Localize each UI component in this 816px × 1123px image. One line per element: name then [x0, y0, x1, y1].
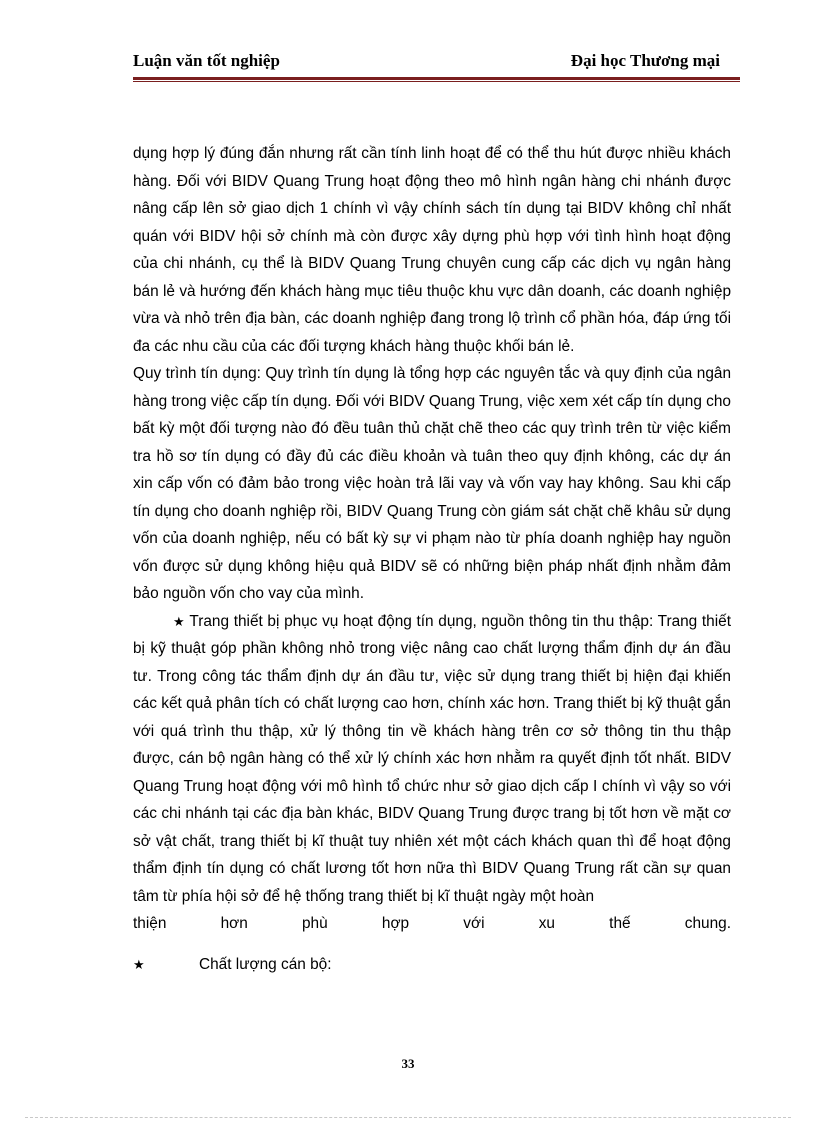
- page-number: 33: [401, 1056, 415, 1071]
- document-body: [133, 140, 731, 978]
- paragraph-credit-process: Quy trình tín dụng: Quy trình tín dụng là tổng hợp các nguyên tắc và quy định của ngân hàng trong việc cấp tín dụng. Đối với BIDV Quang Trung, việc xem xét cấp tín dụng cho bất kỳ một đối tượng nào đó đều tuân thủ chặt chẽ theo các quy trình trên từ việc kiểm tra hồ sơ tín dụng có đầy đủ các điều khoản và tuân theo quy định không, các dự án xin cấp vốn có đảm bảo trong việc hoàn trả lãi vay và vốn vay hay không. Sau khi cấp tín dụng cho doanh nghiệp rồi, BIDV Quang Trung còn giám sát chặt chẽ khâu sử dụng vốn của doanh nghiệp, nếu có bất kỳ sự vi phạm nào từ phía doanh nghiệp hay nguồn vốn được sử dụng không hiệu quả BIDV sẽ có những biện pháp nhất định nhằm đảm bảo nguồn vốn cho vay của mình.: [133, 365, 731, 602]
- paragraph-staff-quality-text: Chất lượng cán bộ:: [199, 955, 332, 973]
- star-bullet-icon: ★: [173, 613, 186, 629]
- paragraph-staff-quality: [133, 951, 731, 979]
- footer-rule: [25, 1117, 791, 1119]
- star-bullet-icon: ★: [133, 956, 145, 972]
- header-rule-thin: [133, 81, 740, 82]
- header-rule-thick: [133, 77, 740, 80]
- paragraph-equipment-last-line: thiện hơn phù hợp với xu thế chung.: [133, 915, 731, 932]
- paragraph-equipment-text: Trang thiết bị phục vụ hoạt động tín dụng, nguồn thông tin thu thập: Trang thiết bị kỹ thuật góp phần không nhỏ trong việc nâng cao chất lượng thẩm định dự án đầu tư. Trong công tác thẩm định dự án đầu tư, việc sử dụng trang thiết bị hiện đại khiến các kết quả phân tích có chất lượng cao hơn, chính xác hơn. Trang thiết bị kỹ thuật gắn với quá trình thu thập, xử lý thông tin về khách hàng trên cơ sở thông tin thu thập được, cán bộ ngân hàng có thể xử lý chính xác hơn nhằm ra quyết định tốt nhất. BIDV Quang Trung hoạt động với mô hình tổ chức như sở giao dịch cấp I chính vì vậy so với các chi nhánh tại các địa bàn khác, BIDV Quang Trung được trang bị tốt hơn về mặt cơ sở vật chất, trang thiết bị kĩ thuật tuy nhiên xét một cách khách quan thì để hoạt động thẩm định tín dụng có chất lương tốt hơn nữa thì BIDV Quang Trung rất cần sự quan tâm từ phía hội sở để hệ thống trang thiết bị kĩ thuật ngày một hoàn: [133, 612, 731, 905]
- paragraph-credit-policy: dụng hợp lý đúng đắn nhưng rất cần tính linh hoạt để có thể thu hút được nhiều khách hàng. Đối với BIDV Quang Trung hoạt động theo mô hình ngân hàng chi nhánh được nâng cấp lên sở giao dịch 1 chính vì vậy chính sách tín dụng tại BIDV không chỉ nhất quán với BIDV hội sở chính mà còn được xây dựng phù hợp với tình hình hoạt động của chi nhánh, cụ thể là BIDV Quang Trung chuyên cung cấp các dịch vụ ngân hàng bán lẻ và hướng đến khách hàng mục tiêu thuộc khu vực dân doanh, các doanh nghiệp vừa và nhỏ trên địa bàn, các doanh nghiệp đang trong lộ trình cổ phần hóa, đáp ứng tối đa các nhu cầu của các đối tượng khách hàng thuộc khối bán lẻ.: [133, 145, 731, 355]
- header-right-title: Đại học Thương mại: [570, 51, 720, 70]
- paragraph-equipment: [133, 608, 731, 911]
- page-header: [133, 51, 720, 77]
- header-left-title: Luận văn tốt nghiệp: [133, 51, 280, 70]
